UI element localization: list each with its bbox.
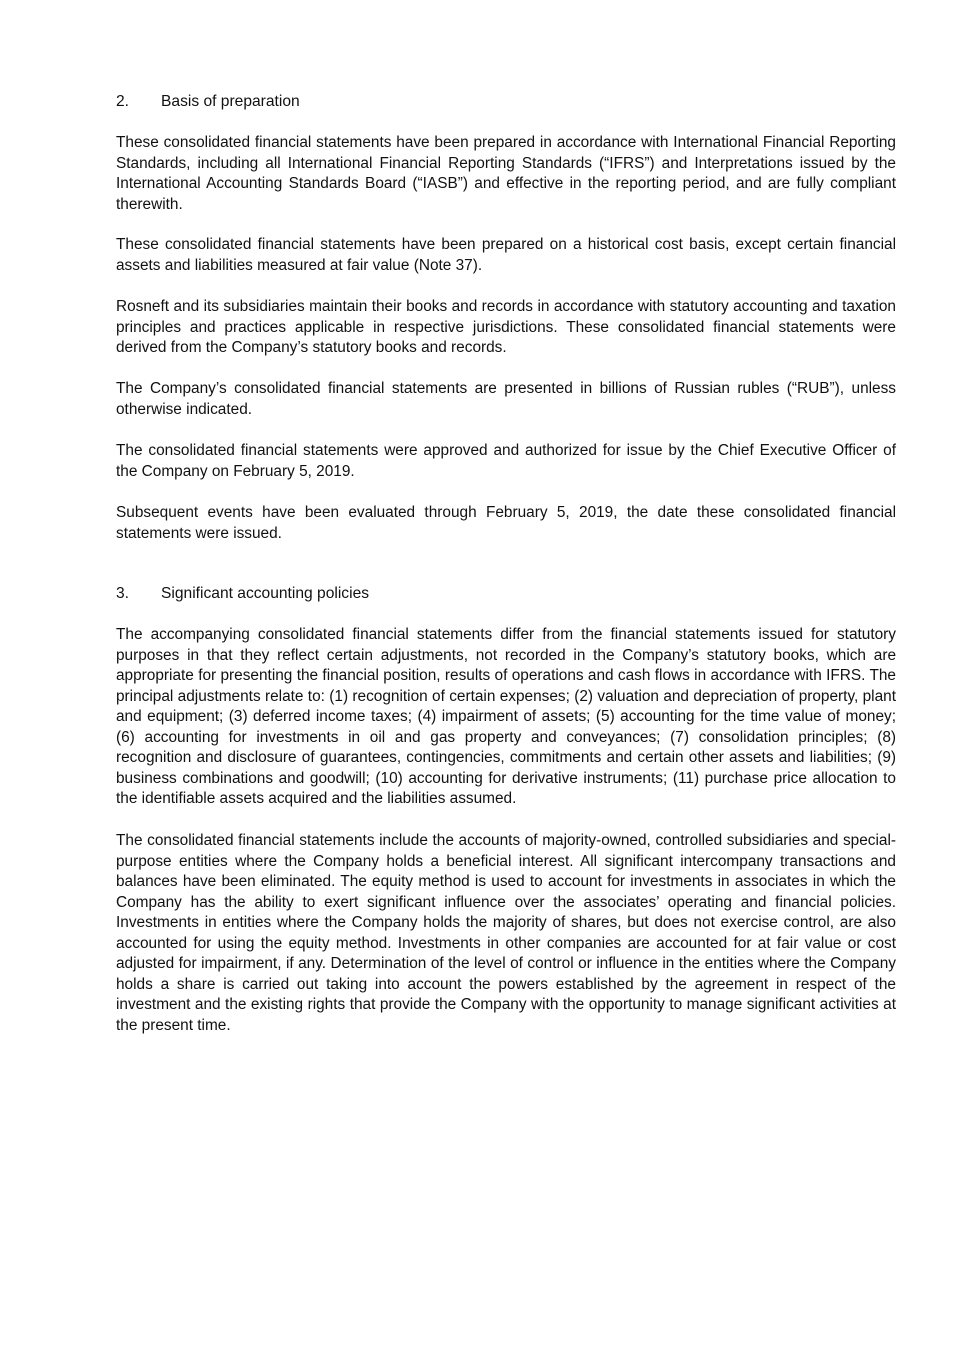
paragraph: The consolidated financial statements were approved and authorized for issue by the Chief Executive Officer of the Company on February 5, 2019. (116, 442, 896, 480)
section-title: Basis of preparation (161, 93, 300, 110)
section-number: 3. (116, 585, 130, 602)
paragraph: These consolidated financial statements have been prepared on a historical cost basis, except certain financial assets and liabilities measured at fair value (Note 37). (116, 236, 896, 274)
paragraph: Rosneft and its subsidiaries maintain their books and records in accordance with statutory accounting and taxation principles and practices applicable in respective jurisdictions. These consolidated financial statements were derived from the Company’s statutory books and records. (116, 298, 896, 356)
paragraph: Subsequent events have been evaluated through February 5, 2019, the date these consolidated financial statements were issued. (116, 504, 896, 542)
section-title: Significant accounting policies (161, 585, 370, 602)
paragraph: These consolidated financial statements have been prepared in accordance with International Financial Reporting Standards, including all International Financial Reporting Standards (“IFRS”) and Interpretations issued by the International Accounting Standards Board (“IASB”) and effective in the reporting period, and are fully compliant therewith. (116, 134, 896, 213)
section-heading-significant-accounting-policies (116, 584, 369, 604)
paragraph: The Company’s consolidated financial statements are presented in billions of Russian rubles (“RUB”), unless otherwise indicated. (116, 380, 896, 418)
paragraph: The accompanying consolidated financial statements differ from the financial statements issued for statutory purposes in that they reflect certain adjustments, not recorded in the Company’s statutory books, which are appropriate for presenting the financial position, results of operations and cash flows in accordance with IFRS. The principal adjustments relate to: (1) recognition of certain expenses; (2) valuation and depreciation of property, plant and equipment; (3) deferred income taxes; (4) impairment of assets; (5) accounting for the time value of money; (6) accounting for investments in oil and gas property and conveyances; (7) consolidation principles; (8) recognition and disclosure of guarantees, contingencies, commitments and certain other assets and liabilities; (9) business combinations and goodwill; (10) accounting for derivative instruments; (11) purchase price allocation to the identifiable assets acquired and the liabilities assumed. (116, 626, 896, 807)
section-number: 2. (116, 93, 130, 110)
paragraph: The consolidated financial statements include the accounts of majority-owned, controlled subsidiaries and special-purpose entities where the Company holds a beneficial interest. All significant intercompany transactions and balances have been eliminated. The equity method is used to account for investments in associates in which the Company has the ability to exert significant influence over the associates’ operating and financial policies. Investments in entities where the Company holds the majority of shares, but does not exercise control, are also accounted for using the equity method. Investments in other companies are accounted for at fair value or cost adjusted for impairment, if any. Determination of the level of control or influence in the entities where the Company holds a share is carried out taking into account the powers established by the agreement in respect of the investment and the existing rights that provide the Company with the opportunity to manage significant activities at the present time. (116, 832, 896, 1034)
section-heading-basis-of-preparation (116, 92, 300, 112)
